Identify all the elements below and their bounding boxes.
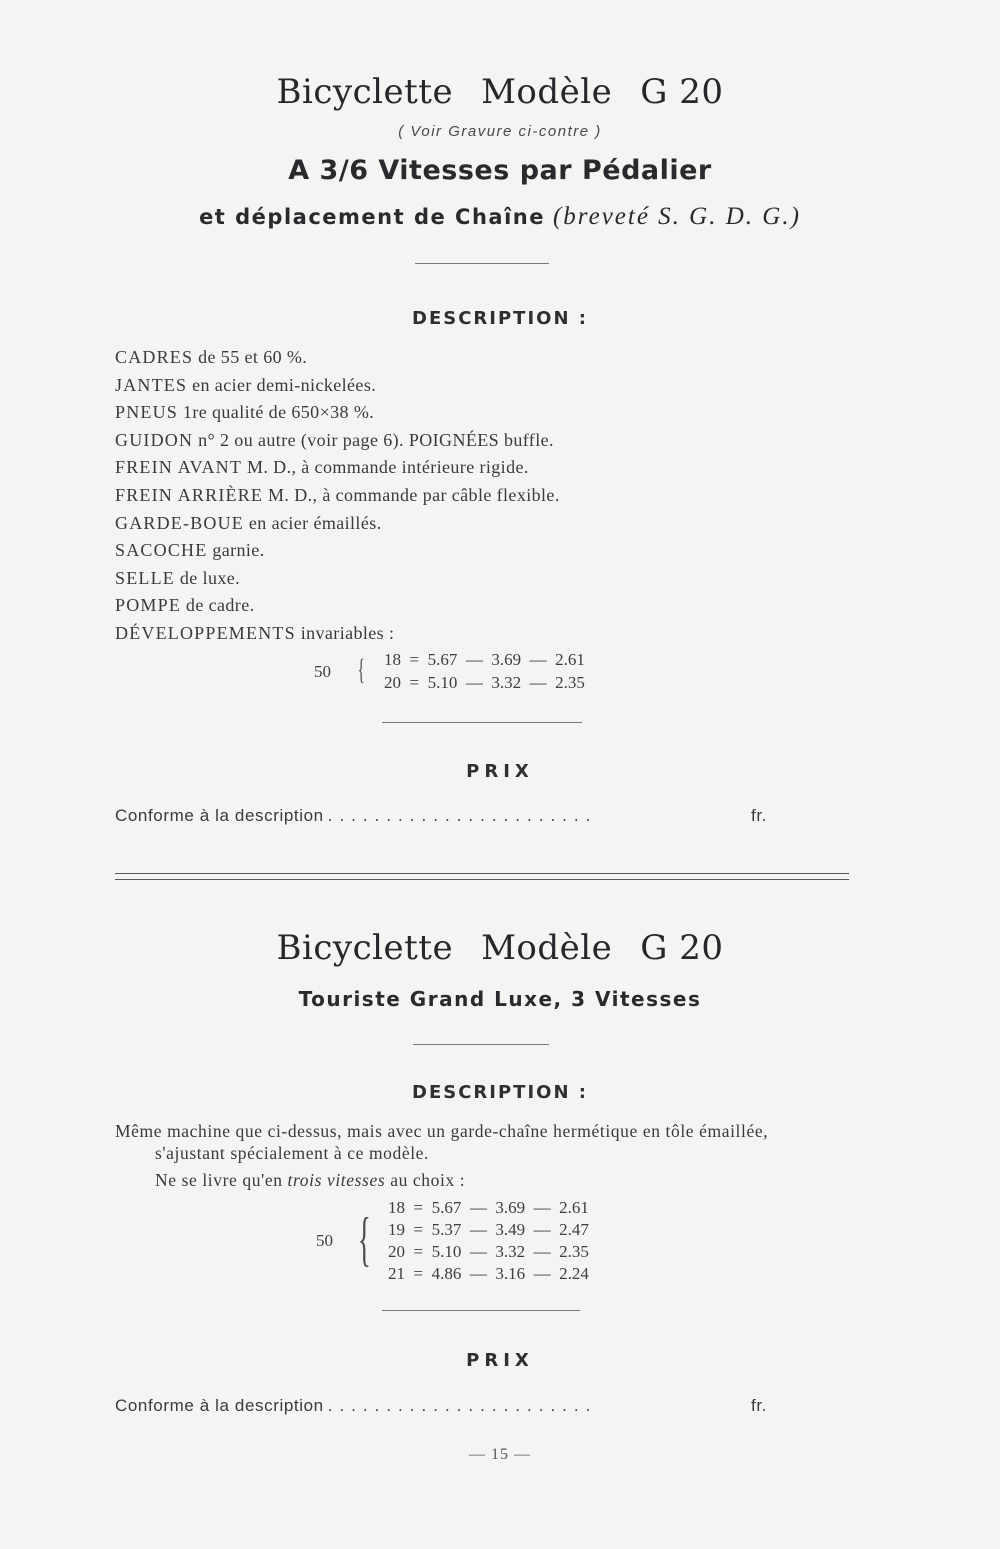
description-paragraph-line: Même machine que ci-dessus, mais avec un garde-chaîne hermétique en tôle émaillée, [115,1121,769,1141]
spec-list [115,344,560,648]
divider [413,1044,549,1045]
divider [382,1310,580,1311]
brace-icon: { [357,653,365,686]
spec-item: SACOCHE garnie. [115,540,265,561]
spec-item: FREIN AVANT M. D., à commande intérieure rigide. [115,457,529,478]
chainring-teeth: 50 [314,662,331,681]
chainring-teeth: 50 [316,1231,333,1250]
page-number: — 15 — [469,1446,531,1463]
price-line [115,806,775,826]
spec-item: DÉVELOPPEMENTS invariables : [115,622,395,643]
description-heading: DESCRIPTION : [412,308,588,329]
spec-item: POMPE de cadre. [115,595,255,616]
price-unit: fr. [751,806,767,825]
leader-dots: ....................... [327,1396,598,1415]
spec-item: SELLE de luxe. [115,567,241,588]
speed-choice-line: Ne se livre qu'en trois vitesses au choix : [155,1170,466,1190]
section1-subtitle: A 3/6 Vitesses par Pédalier [288,155,712,186]
spec-item: CADRES de 55 et 60 %. [115,347,308,367]
title-word-modele: Modèle [481,928,613,968]
title-word-bicyclette: Bicyclette [276,928,454,968]
divider [415,263,549,264]
price-label: Conforme à la description [115,806,324,825]
spec-item: JANTES en acier demi-nickelées. [115,374,377,395]
section-separator [115,873,849,880]
patent-note: (breveté S. G. D. G.) [552,203,801,230]
spec-item: PNEUS 1re qualité de 650×38 %. [115,402,375,423]
description-heading: DESCRIPTION : [412,1082,588,1103]
prix-heading: PRIX [466,1350,534,1371]
section2-subtitle: Touriste Grand Luxe, 3 Vitesses [298,987,702,1011]
price-label: Conforme à la description [115,1396,324,1415]
description-paragraph-line: s'ajustant spécialement à ce modèle. [155,1143,430,1163]
chain-shift-text: et déplacement de Chaîne [199,205,545,229]
title-model-number: G 20 [640,928,724,968]
price-unit: fr. [751,1396,767,1415]
chain-shift-line [0,203,1000,231]
section2-title [0,928,1000,968]
spec-item: FREIN ARRIÈRE M. D., à commande par câble flexible. [115,484,560,505]
gear-row: 18 = 5.67 — 3.69 — 2.61 [388,1198,589,1217]
spec-item: GUIDON n° 2 ou autre (voir page 6). POIGNÉES buffle. [115,429,554,450]
gear-table-1 [300,650,660,700]
gear-row: 18 = 5.67 — 3.69 — 2.61 [384,650,585,669]
gear-table-2 [300,1198,660,1288]
title-word-modele: Modèle [481,72,613,112]
title-word-bicyclette: Bicyclette [276,72,454,112]
prix-heading: PRIX [466,761,534,782]
spec-item: GARDE-BOUE en acier émaillés. [115,512,382,533]
gear-row: 19 = 5.37 — 3.49 — 2.47 [388,1220,589,1239]
leader-dots: ....................... [327,806,598,825]
brace-icon: { [357,1206,371,1272]
gear-row: 20 = 5.10 — 3.32 — 2.35 [384,673,585,692]
price-line [115,1396,775,1416]
divider [382,722,582,723]
gear-row: 20 = 5.10 — 3.32 — 2.35 [388,1242,589,1261]
gear-row: 21 = 4.86 — 3.16 — 2.24 [388,1264,589,1283]
section1-title [0,72,1000,112]
title-model-number: G 20 [640,72,724,112]
see-engraving-note: ( Voir Gravure ci-contre ) [398,123,602,140]
